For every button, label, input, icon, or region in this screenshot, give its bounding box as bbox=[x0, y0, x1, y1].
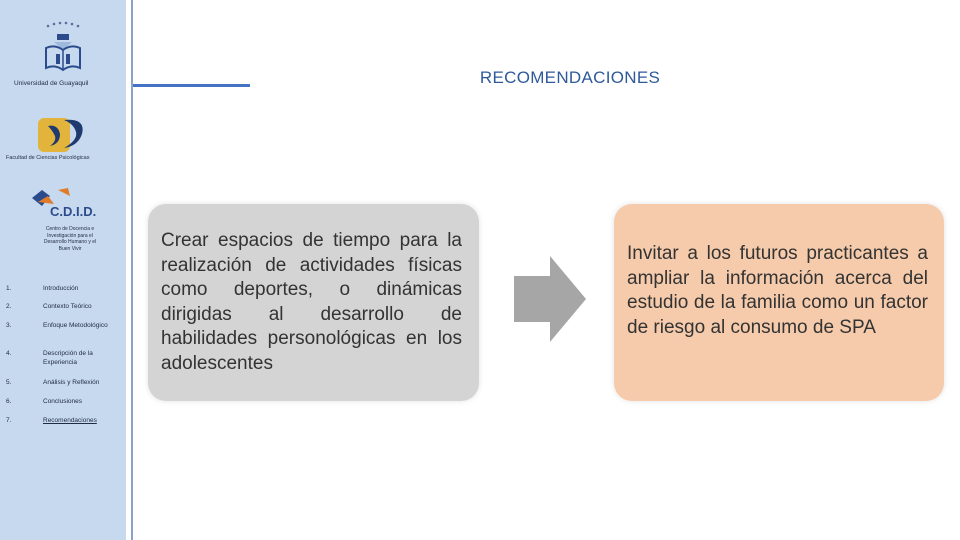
nav-label: Introducción bbox=[43, 285, 79, 292]
university-logo-icon bbox=[38, 20, 88, 76]
nav-label: Recomendaciones bbox=[43, 417, 97, 424]
nav-number: 6. bbox=[6, 398, 12, 405]
faculty-logo-icon bbox=[34, 112, 90, 158]
page-title: RECOMENDACIONES bbox=[479, 68, 661, 87]
nav-label: Conclusiones bbox=[43, 398, 83, 405]
nav-number: 1. bbox=[6, 285, 12, 292]
recommendation-text: Crear espacios de tiempo para la realización de actividades físicas como deportes, o dinámicas dirigidas al desarrollo de habilidades personológicas en los adolescentes bbox=[161, 230, 462, 374]
nav-label: Contexto Teórico bbox=[43, 303, 92, 310]
nav-number: 3. bbox=[6, 322, 12, 329]
sidebar-border-line bbox=[131, 0, 133, 540]
recommendation-card-left bbox=[148, 204, 479, 401]
recommendation-card-right bbox=[614, 204, 944, 401]
nav-label: Descripción de la Experiencia bbox=[43, 350, 93, 366]
faculty-name: Facultad de Ciencias Psicológicas bbox=[6, 155, 90, 161]
arrow-right-icon bbox=[514, 256, 586, 342]
nav-label: Enfoque Metodológico bbox=[43, 322, 108, 329]
nav-number: 2. bbox=[6, 303, 12, 310]
university-name: Universidad de Guayaquil bbox=[14, 80, 89, 87]
cdid-logo-icon bbox=[28, 186, 100, 222]
title-accent-line bbox=[133, 84, 250, 87]
recommendation-text: Invitar a los futuros practicantes a ampliar la información acerca del estudio de la familia como un factor de riesgo al consumo de SPA bbox=[627, 243, 928, 338]
svg-text:C.D.I.D.: C.D.I.D. bbox=[50, 204, 97, 219]
nav-number: 7. bbox=[6, 417, 12, 424]
nav-number: 5. bbox=[6, 379, 12, 386]
nav-number: 4. bbox=[6, 350, 12, 357]
cdid-description: Centro de Docencia e Investigación para el Desarrollo Humano y el Buen Vivir bbox=[43, 226, 97, 252]
nav-label: Análisis y Reflexión bbox=[43, 379, 100, 386]
